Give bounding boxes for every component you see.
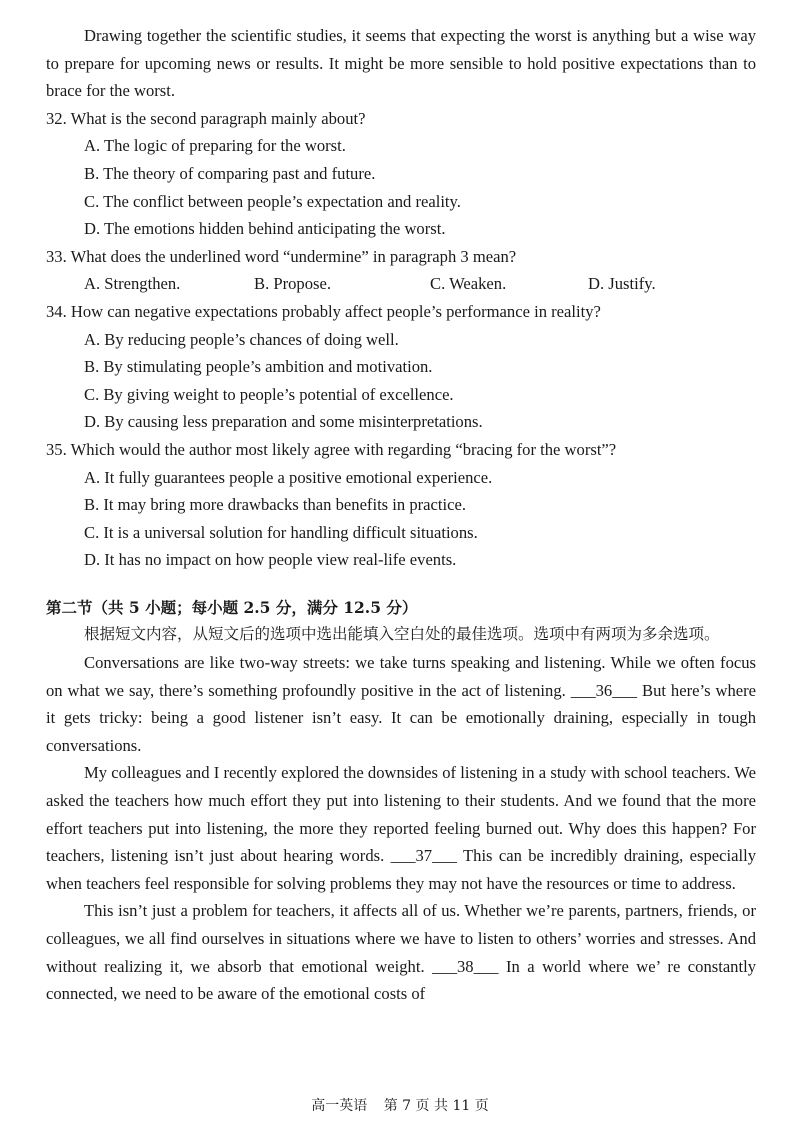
option-a: A. Strengthen. (84, 274, 181, 294)
options-row (84, 270, 756, 298)
passage-text: But here’s where it gets tricky: being a good listener isn’t easy. It can be emotionally draining, especially in tough conversations. (46, 680, 757, 755)
passage-text: This can be incredibly draining, especially when teachers feel responsible for solving problems they may not have the resources or time to address. (46, 846, 756, 893)
option-a: A. By reducing people’s chances of doing well. (84, 329, 399, 349)
blank-38: ___38___ (432, 956, 499, 976)
option-c: C. It is a universal solution for handling difficult situations. (84, 522, 478, 542)
option-b: B. The theory of comparing past and future. (84, 163, 376, 183)
option-a: A. The logic of preparing for the worst. (84, 136, 346, 156)
passage-text: My colleagues and I recently explored the downsides of listening in a study with school teachers. We asked the teachers how much effort they put into listening to their students. And we found that the more effort teachers put into listening, the more they reported feeling burned out. Why does this happen? For teachers, listening isn’t just about hearing words. (46, 763, 756, 866)
option-c: C. Weaken. (430, 274, 507, 294)
passage-text: In a world where we’ re constantly connected, we need to be aware of the emotional costs of (46, 956, 756, 1004)
option-b: B. It may bring more drawbacks than benefits in practice. (84, 495, 466, 515)
question-stem: 32. What is the second paragraph mainly about? (46, 108, 366, 128)
passage-paragraph-2 (46, 759, 756, 897)
option-d: D. By causing less preparation and some misinterpretations. (84, 412, 483, 432)
blank-37: ___37___ (390, 846, 457, 866)
question-stem: 34. How can negative expectations probably affect people’s performance in reality? (46, 301, 601, 321)
option-d: D. It has no impact on how people view real-life events. (84, 550, 457, 570)
option-b: B. By stimulating people’s ambition and motivation. (84, 357, 433, 377)
question-34 (46, 298, 756, 436)
passage-paragraph-1 (46, 649, 756, 759)
passage-text: Conversations are like two-way streets: we take turns speaking and listening. While we often focus on what we say, there’s something profoundly positive in the act of listening. (46, 653, 756, 700)
question-stem: 35. Which would the author most likely agree with regarding “bracing for the worst”? (46, 439, 617, 459)
option-c: C. By giving weight to people’s potential of excellence. (84, 384, 454, 404)
question-32 (46, 105, 756, 243)
option-c: C. The conflict between people’s expectation and reality. (84, 191, 461, 211)
option-d: D. Justify. (588, 274, 656, 294)
option-b: B. Propose. (254, 274, 331, 294)
question-33 (46, 243, 756, 298)
intro-paragraph: Drawing together the scientific studies, it seems that expecting the worst is anything but a wise way to prepare for upcoming news or results. It might be more sensible to hold positive expectations than to brace for the worst. (46, 26, 756, 101)
option-d: D. The emotions hidden behind anticipating the worst. (84, 219, 446, 239)
passage-paragraph-3 (46, 897, 756, 1007)
page-footer (0, 1093, 800, 1121)
spacer (46, 574, 756, 594)
footer-subject: 高一英语 (311, 1098, 368, 1114)
question-35 (46, 436, 756, 574)
passage-text: This isn’t just a problem for teachers, it affects all of us. Whether we’re parents, partners, friends, or colleagues, we all find ourselves in situations where we have to listen to others’ worries and stresses. And without realizing it, we absorb that emotional weight. (46, 901, 756, 976)
blank-36: ___36___ (570, 680, 638, 700)
question-stem: 33. What does the underlined word “undermine” in paragraph 3 mean? (46, 246, 517, 266)
section-instruction: 根据短文内容，从短文后的选项中选出能填入空白处的最佳选项。选项中有两项为多余选项。 (84, 625, 720, 644)
footer-page-number: 第 7 页 共 11 页 (383, 1098, 489, 1114)
section-heading: 第二节（共 5 小题；每小题 2.5 分，满分 12.5 分） (46, 597, 418, 617)
option-a: A. It fully guarantees people a positive emotional experience. (84, 467, 493, 487)
